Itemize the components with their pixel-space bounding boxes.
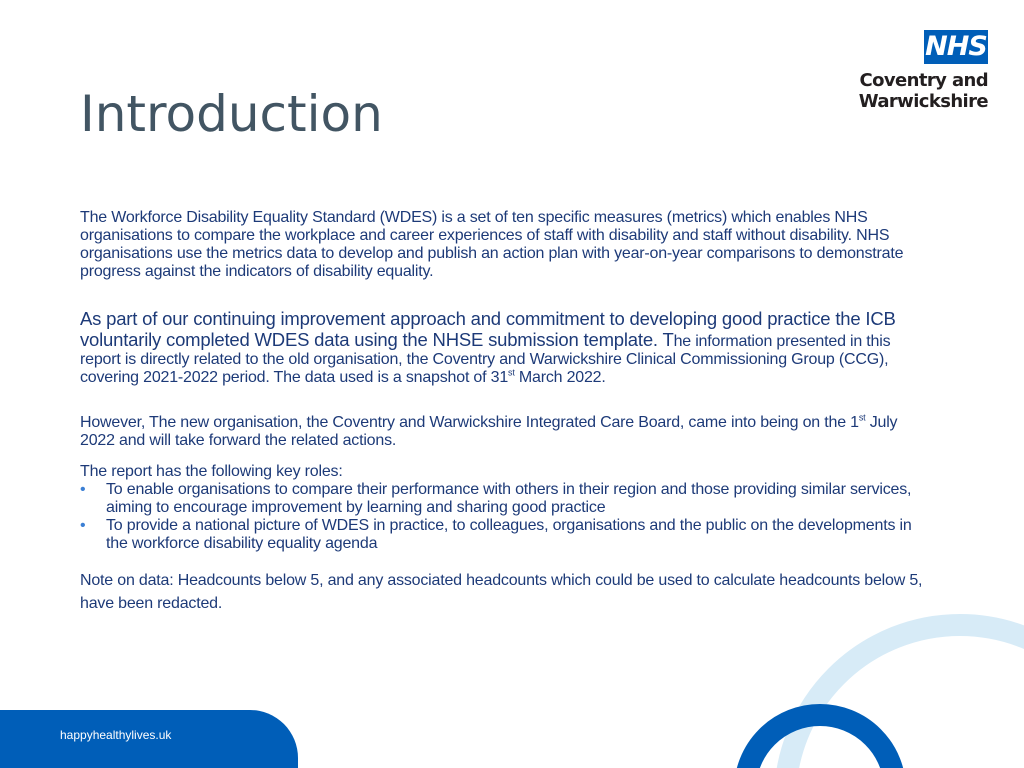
footer-bar (0, 710, 298, 768)
slide-body (80, 209, 930, 615)
nhs-logo (858, 30, 988, 112)
icb-paragraph (80, 309, 930, 387)
icb-paragraph-end: March 2022. (514, 369, 606, 386)
new-organisation-text: However, The new organisation, the Coventry and Warwickshire Integrated Care Board, came into being on the 1 (80, 414, 859, 431)
new-organisation-superscript: st (858, 412, 866, 423)
new-organisation-end: July 2022 and will take forward the related actions. (80, 414, 898, 449)
list-item (80, 517, 930, 553)
website-link[interactable]: happyhealthylives.uk (60, 728, 172, 742)
dark-blue-arc (745, 715, 895, 768)
list-item-text: To provide a national picture of WDES in practice, to colleagues, organisations and the public on the developments in the workforce disability equality agenda (106, 517, 912, 552)
data-note: Note on data: Headcounts below 5, and any associated headcounts which could be used to calculate headcounts below 5, have been redacted. (80, 572, 923, 612)
key-roles-list (80, 481, 930, 553)
organisation-name-line1: Coventry and (859, 70, 988, 91)
organisation-name-line2: Warwickshire (858, 91, 988, 112)
organisation-name (859, 70, 988, 112)
icb-paragraph-lead: As part of our continuing improvement approach and commitment to developing good practice the ICB voluntarily completed WDES data using the NHSE submission template. T (80, 308, 896, 350)
icb-paragraph-superscript: st (508, 367, 515, 378)
key-roles-intro: The report has the following key roles: (80, 463, 343, 480)
light-blue-arc (785, 625, 1024, 768)
list-item-text: To enable organisations to compare their performance with others in their region and those providing similar services, aiming to encourage improvement by learning and sharing good practice (106, 481, 912, 516)
list-item (80, 481, 930, 517)
new-organisation-paragraph (80, 414, 930, 450)
intro-paragraph: The Workforce Disability Equality Standard (WDES) is a set of ten specific measures (metrics) which enables NHS organisations to compare the workplace and career experiences of staff with disability and staff without disability. NHS organisations use the metrics data to develop and publish an action plan with year-on-year comparisons to demonstrate progress against the indicators of disability equality. (80, 209, 904, 280)
icb-paragraph-rest: he information presented in this report is directly related to the old organisation, the Coventry and Warwickshire Clinical Commissioning Group (CCG), covering 2021-2022 period. The data used is a snapshot of 31 (80, 333, 891, 386)
page-title: Introduction (80, 85, 383, 143)
bullet-icon: • (80, 517, 86, 534)
nhs-badge: NHS (925, 31, 987, 62)
bullet-icon: • (80, 481, 86, 498)
